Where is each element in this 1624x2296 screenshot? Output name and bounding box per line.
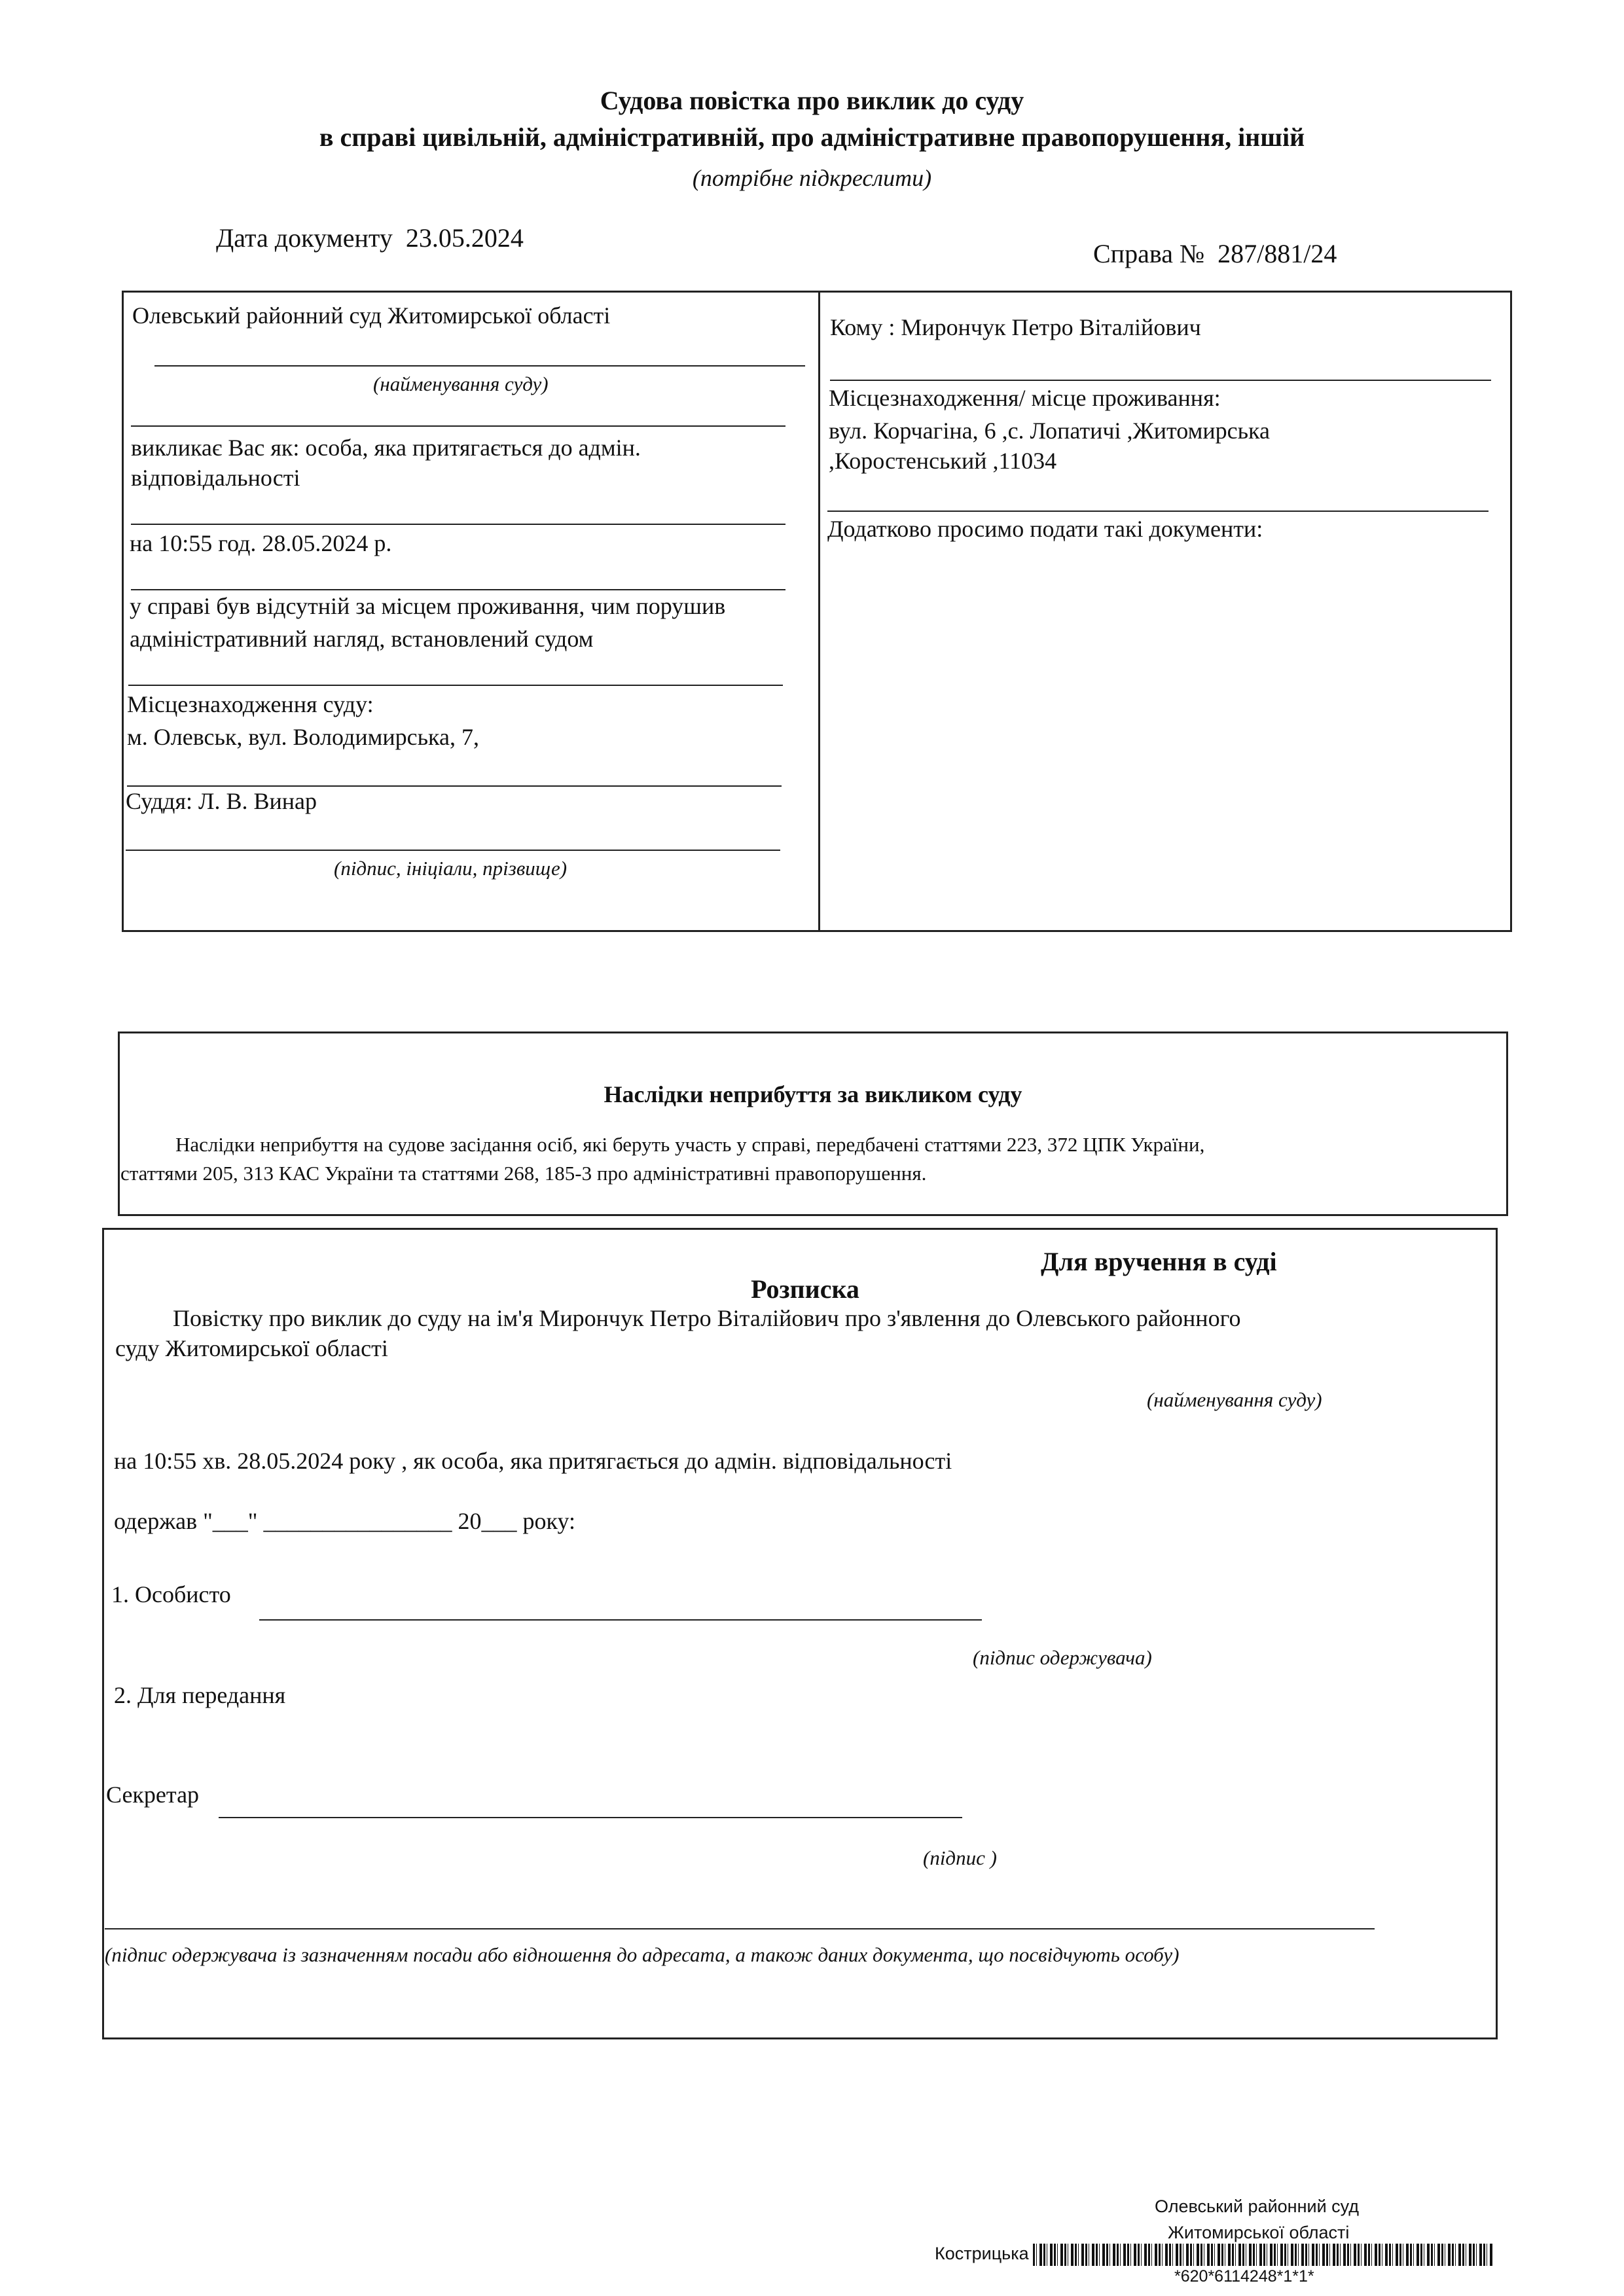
residence-label: Місцезнаходження/ місце проживання: <box>829 385 1221 411</box>
date-label: Дата документу <box>216 223 393 253</box>
delivery-note: Для вручення в суді <box>1041 1247 1277 1276</box>
recipient-signature-caption: (підпис одержувача) <box>973 1646 1152 1669</box>
document-subtitle: в справі цивільній, адміністративній, про адміністративне правопорушення, іншій <box>319 122 1305 152</box>
case-number <box>1093 237 1337 271</box>
consequences-text: Наслідки неприбуття на судове засідання осіб, які беруть участь у справі, передбачені статтями 223, 372 ЦПК України, <box>175 1133 1205 1156</box>
barcode-number: *620*6114248*1*1* <box>1174 2267 1314 2286</box>
residence-address-cont: ,Коростенський ,11034 <box>829 448 1057 474</box>
receipt-body-cont: суду Житомирської області <box>115 1335 388 1361</box>
barcode-icon <box>1033 2244 1492 2266</box>
stamp-court-name: Олевський районний суд <box>1155 2197 1360 2216</box>
secretary-signature-caption: (підпис ) <box>923 1846 997 1869</box>
case-label: Справа № <box>1093 239 1205 268</box>
secretary-signature-line <box>219 1817 962 1818</box>
consequences-title: Наслідки неприбуття за викликом суду <box>604 1081 1022 1107</box>
recipient: Кому : Мирончук Петро Віталійович <box>830 314 1201 340</box>
residence-address: вул. Корчагіна, 6 ,с. Лопатичі ,Житомирська <box>829 418 1270 444</box>
separator-line <box>128 685 783 686</box>
signature-line <box>126 850 780 851</box>
footer-caption: (підпис одержувача із зазначенням посади або відношення до адресата, а також даних документа, що посвідчують особу) <box>105 1943 1180 1966</box>
hearing-time: на 10:55 год. 28.05.2024 р. <box>130 530 392 556</box>
separator-line <box>131 425 785 427</box>
document-title: Судова повістка про виклик до суду <box>600 86 1024 115</box>
court-name-line <box>154 365 805 367</box>
panel-divider <box>818 291 820 932</box>
secretary-label: Секретар <box>106 1782 200 1808</box>
case-value: 287/881/24 <box>1218 239 1337 268</box>
judge: Суддя: Л. В. Винар <box>126 788 317 814</box>
receipt-title: Розписка <box>751 1274 859 1304</box>
receipt-court-caption: (найменування суду) <box>1147 1388 1322 1411</box>
consequences-box <box>118 1031 1508 1216</box>
receipt-body: Повістку про виклик до суду на ім'я Мирончук Петро Віталійович про з'явлення до Олевського районного <box>173 1305 1241 1331</box>
court-name-caption: (найменування суду) <box>373 372 549 395</box>
separator-line <box>131 524 785 525</box>
document-date <box>216 221 524 255</box>
court-location: м. Олевськ, вул. Володимирська, 7, <box>127 724 479 750</box>
court-location-label: Місцезнаходження суду: <box>127 691 374 717</box>
case-description-cont: адміністративний нагляд, встановлений судом <box>130 626 594 652</box>
case-description: у справі був відсутній за місцем проживання, чим порушив <box>130 593 726 619</box>
stamp-court-region: Житомирської області <box>1168 2223 1350 2242</box>
consequences-text-cont: статтями 205, 313 КАС України та статтями 268, 185-3 про адміністративні правопорушення. <box>120 1162 927 1185</box>
additional-documents: Додатково просимо подати такі документи: <box>827 516 1263 542</box>
item-personally: 1. Особисто <box>111 1581 231 1607</box>
summons-as: викликає Вас як: особа, яка притягається до адмін. <box>131 435 641 461</box>
recipient-line <box>830 380 1491 381</box>
clerk-name: Кострицька <box>935 2244 1029 2263</box>
receipt-time: на 10:55 хв. 28.05.2024 року , як особа, яка притягається до адмін. відповідальності <box>114 1448 952 1474</box>
footer-signature-line <box>105 1928 1375 1929</box>
received-line: одержав "___" ________________ 20___ року: <box>114 1508 576 1534</box>
item-for-transfer: 2. Для передання <box>114 1682 286 1708</box>
residence-line <box>827 511 1489 512</box>
date-value: 23.05.2024 <box>405 223 524 253</box>
summons-as-cont: відповідальності <box>131 465 300 491</box>
underline-note: (потрібне підкреслити) <box>692 165 932 191</box>
personal-signature-line <box>259 1619 982 1621</box>
signature-caption: (підпис, ініціали, прізвище) <box>334 857 568 880</box>
court-name: Олевський районний суд Житомирської області <box>132 302 611 329</box>
